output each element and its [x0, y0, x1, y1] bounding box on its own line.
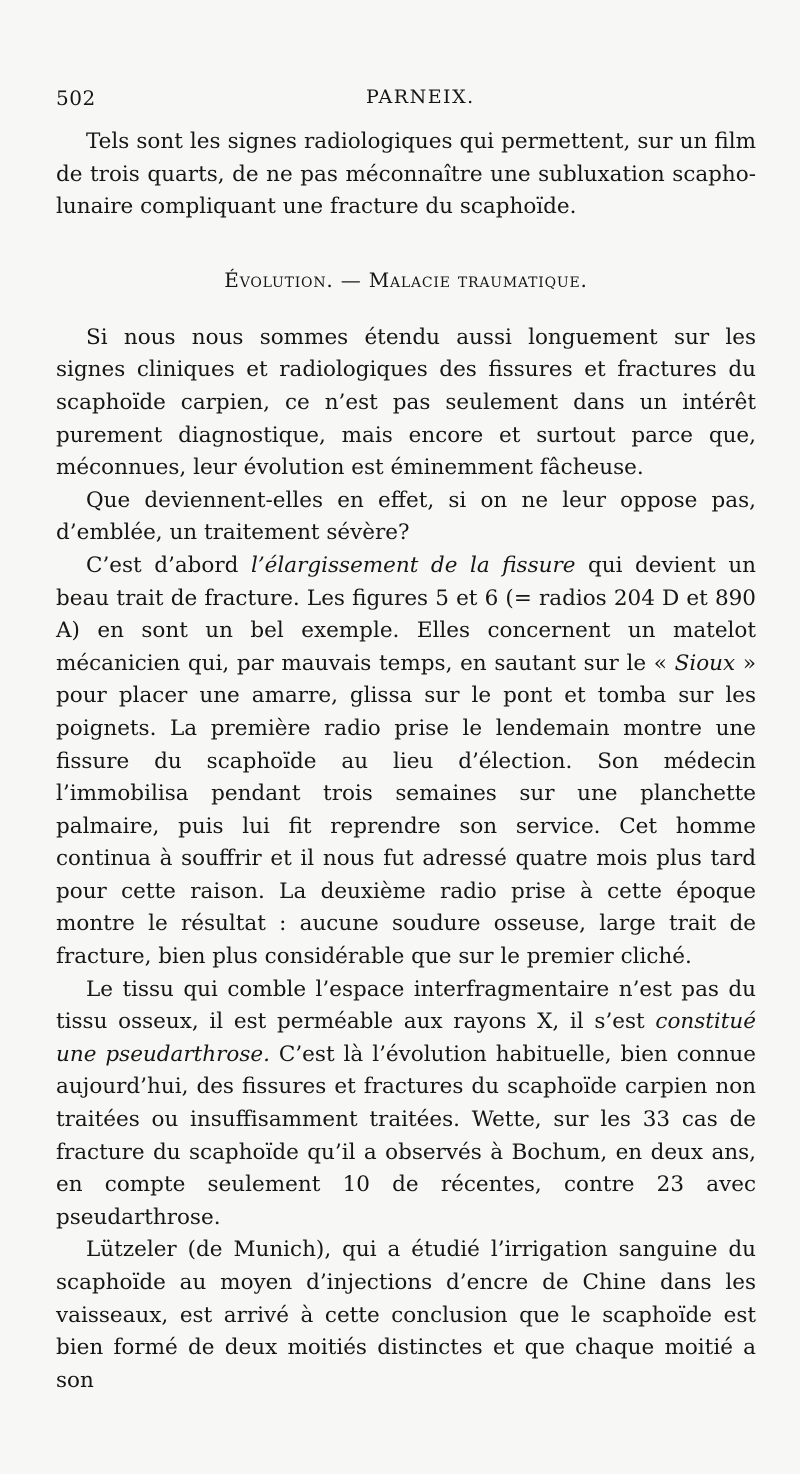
- body-text: [56, 126, 756, 1397]
- text-run: C’est là l’évolution habituelle, bien connue aujourd’hui, des fissures et fractures du scaphoïde carpien non traitées ou insuffisamment traitées. Wette, sur les 33 cas de fracture du scaphoïde qu’il a observés à Bochum, en deux ans, en compte seulement 10 de récentes, contre 23 avec pseudarthrose.: [56, 1041, 756, 1230]
- paragraph-pseudarthrosis: [56, 974, 756, 1235]
- italic-phrase: constitué une pseudarthrose.: [56, 1009, 756, 1067]
- heading-malacie: Malacie traumatique.: [368, 267, 588, 292]
- paragraph-clinical-signs: Si nous nous sommes étendu aussi longuement sur les signes cliniques et radiologiques des fissures et fractures du scaphoïde carpien, ce n’est pas seulement dans un intérêt purement diagnostique, mais encore et surtout parce que, méconnues, leur évolution est éminemment fâcheuse.: [56, 324, 756, 481]
- section-heading: [56, 224, 756, 322]
- text-run: » pour placer une amarre, glissa sur le pont et tomba sur les poignets. La première radio prise le lendemain montre une fissure du scaphoïde au lieu d’élection. Son médecin l’immobilisa pendant trois semaines sur une planchette palmaire, puis lui fit reprendre son service. Cet homme continua à souffrir et il nous fut adressé quatre mois plus tard pour cette raison. La deuxième radio prise à cette époque montre le résultat : aucune soudure osseuse, large trait de fracture, bien plus considérable que sur le premier cliché.: [56, 650, 756, 970]
- italic-ship-name: Sioux: [674, 650, 736, 676]
- paragraph-radiological-signs: Tels sont les signes radiologiques qui permettent, sur un film de trois quarts, de ne pas méconnaître une subluxation scapho-lunaire compliquant une fracture du scaphoïde.: [56, 129, 756, 220]
- paragraph-question: Que deviennent-elles en effet, si on ne leur oppose pas, d’emblée, un traitement sévère?: [56, 487, 756, 546]
- text-run: qui devient un beau trait de fracture. Les figures 5 et 6 (= radios 204 D et 890 A) en sont un bel exemple. Elles concernent un matelot mécanicien qui, par mauvais temps, en sautant sur le «: [56, 552, 757, 676]
- italic-phrase: l’élargissement de la fissure: [250, 552, 576, 578]
- paragraph-lutzeler: Lützeler (de Munich), qui a étudié l’irrigation sanguine du scaphoïde au moyen d’injections d’encre de Chine dans les vaisseaux, est arrivé à cette conclusion que le scaphoïde est bien formé de deux moitiés distinctes et que chaque moitié a son: [56, 1237, 756, 1393]
- running-head: PARNEIX.: [366, 86, 475, 108]
- heading-dash: —: [340, 267, 362, 292]
- paragraph-fissure-widening: [56, 550, 756, 974]
- heading-evolution: Évolution.: [224, 267, 334, 292]
- text-run: Le tissu qui comble l’espace interfragmentaire n’est pas du tissu osseux, il est perméable aux rayons X, il s’est: [56, 976, 756, 1035]
- page-header: [56, 86, 756, 116]
- text-run: C’est d’abord: [86, 552, 251, 578]
- page-number: 502: [56, 86, 96, 110]
